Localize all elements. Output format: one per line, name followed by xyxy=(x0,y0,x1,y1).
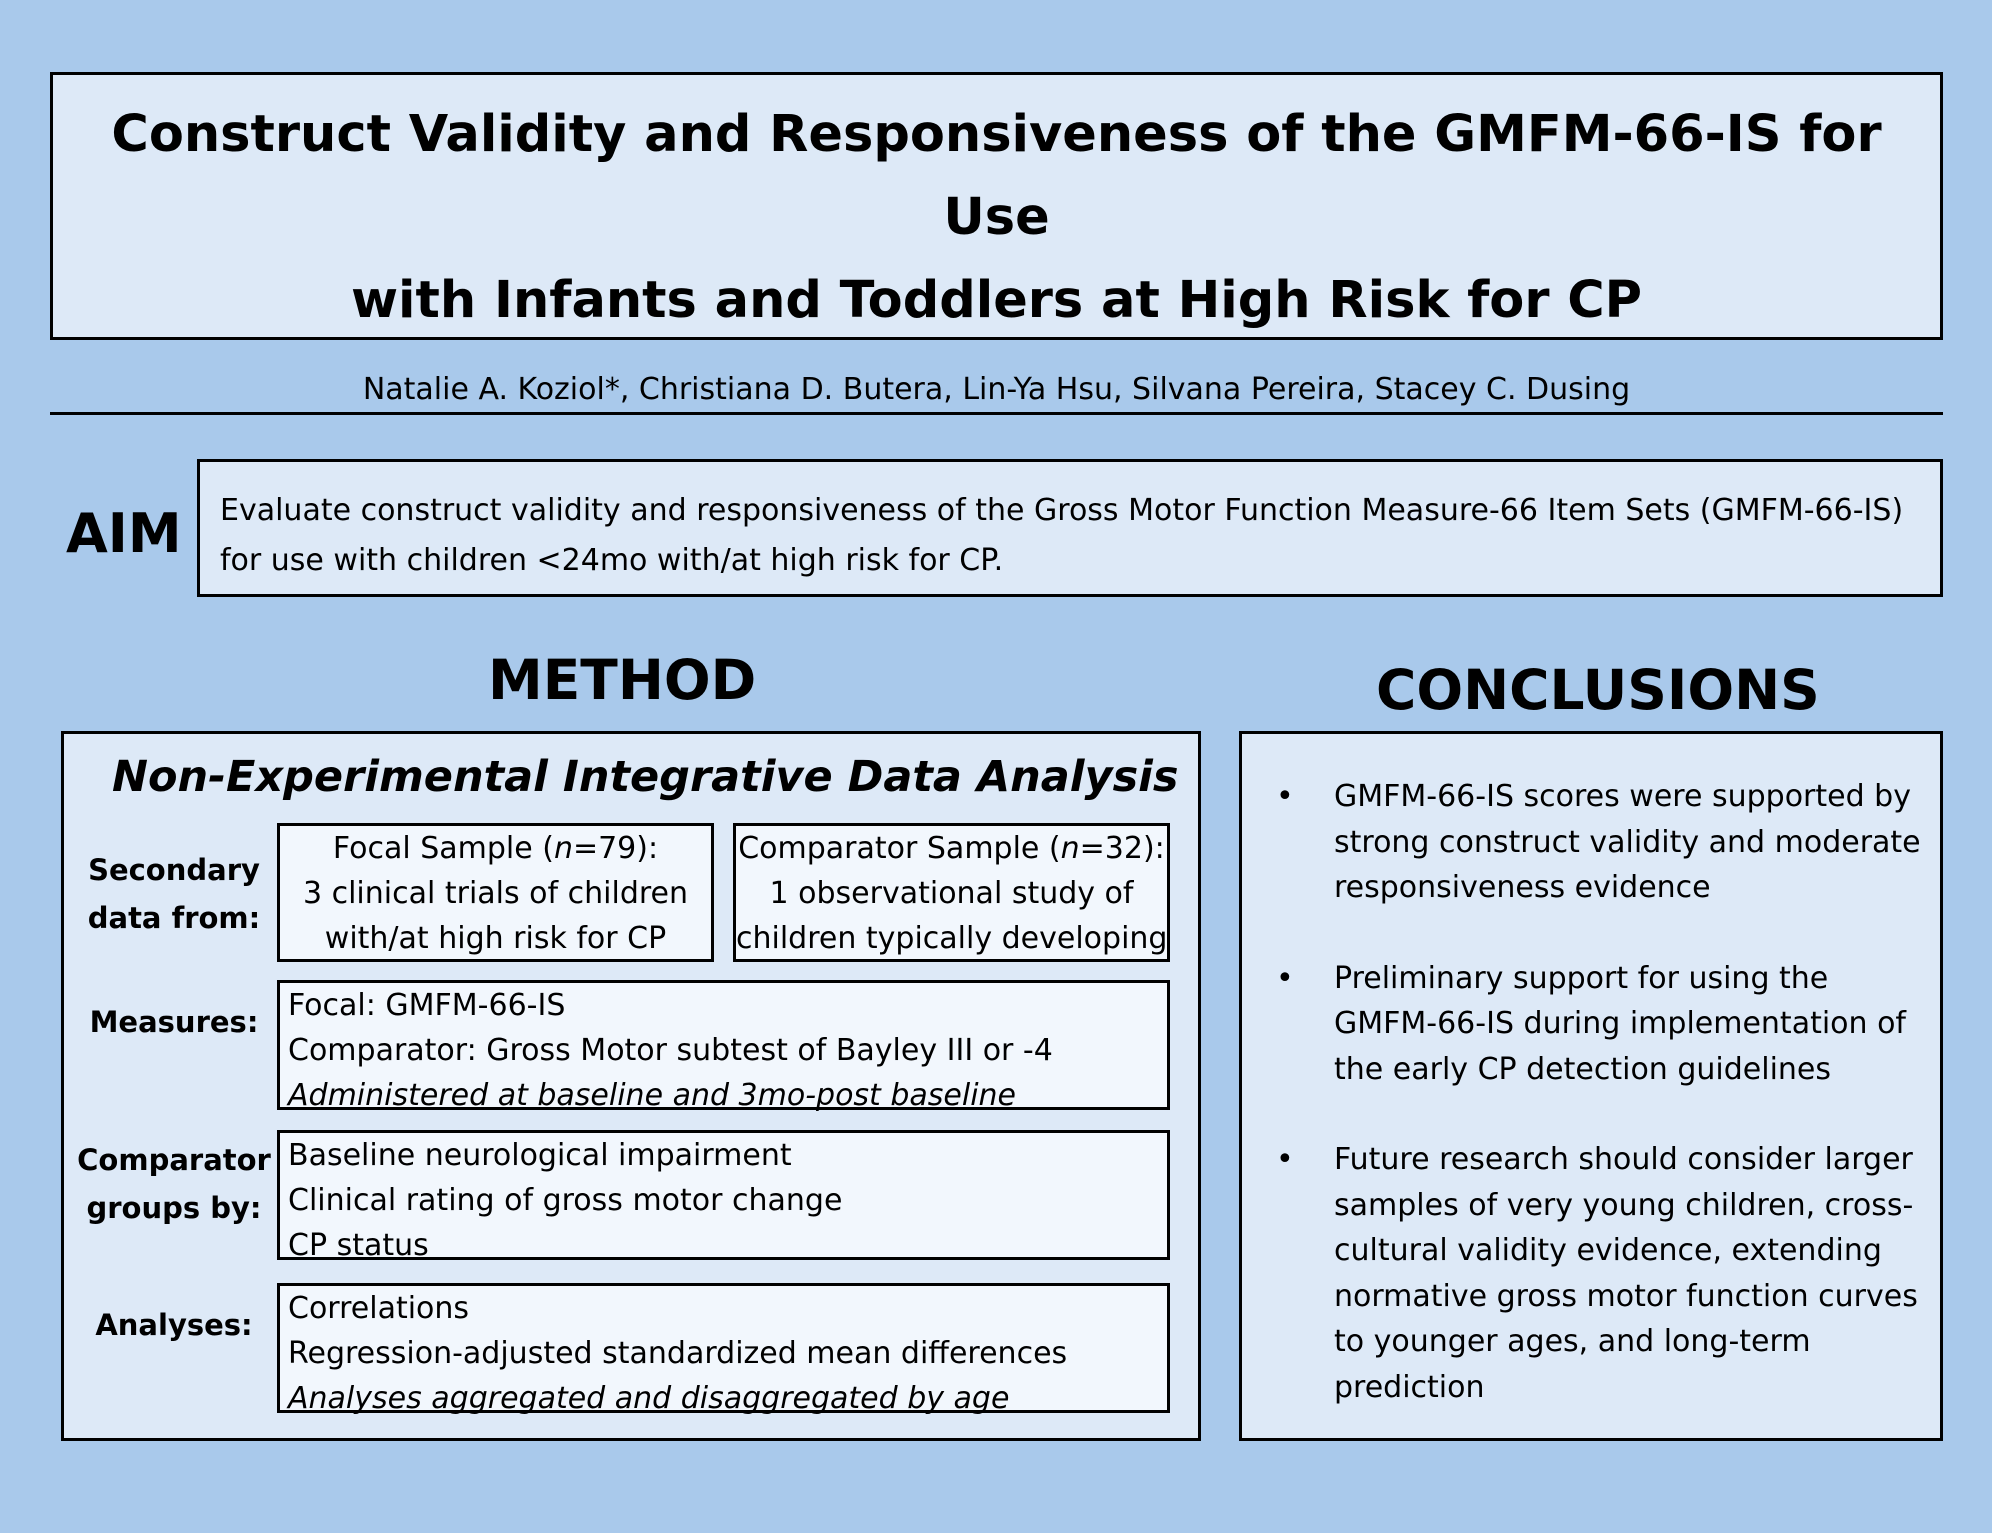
comparator-sample-box xyxy=(733,823,1170,962)
secondary-label-line-2: data from: xyxy=(87,901,261,935)
bullet-icon: • xyxy=(1276,960,1294,996)
conclusions-list xyxy=(1276,774,1926,1455)
focal-n: n xyxy=(553,831,573,866)
aim-label: AIM xyxy=(66,502,182,565)
title-line-2: with Infants and Toddlers at High Risk for CP xyxy=(350,271,1643,330)
measures-line-3: Administered at baseline and 3mo-post baseline xyxy=(288,1078,1017,1113)
conclusions-box xyxy=(1239,731,1943,1441)
aim-line-1: Evaluate construct validity and responsiveness of the Gross Motor Function Measure-66 Item Sets (GMFM-66-IS) xyxy=(220,493,1904,528)
conclusion-text-2: Preliminary support for using the GMFM-66-IS during implementation of the early CP detection guidelines xyxy=(1334,960,1906,1087)
analyses-line-1: Correlations xyxy=(288,1291,470,1326)
groups-line-2: Clinical rating of gross motor change xyxy=(288,1183,843,1218)
conclusion-item-2 xyxy=(1276,956,1926,1093)
comparator-groups-label xyxy=(74,1136,274,1232)
conclusion-item-1 xyxy=(1276,774,1926,911)
aim-line-2: for use with children <24mo with/at high risk for CP. xyxy=(220,543,1004,578)
method-heading: METHOD xyxy=(488,648,757,712)
title-line-1: Construct Validity and Responsiveness of the GMFM-66-IS for Use xyxy=(111,105,1882,247)
comparator-line-3: children typically developing xyxy=(736,921,1168,956)
method-subtitle: Non-Experimental Integrative Data Analysis xyxy=(112,752,1179,802)
analyses-box xyxy=(277,1283,1170,1416)
focal-suffix: =79): xyxy=(572,831,659,866)
groups-line-1: Baseline neurological impairment xyxy=(288,1138,792,1173)
divider xyxy=(50,412,1943,415)
measures-box xyxy=(277,980,1170,1113)
focal-sample-title xyxy=(280,826,711,871)
analyses-line-2: Regression-adjusted standardized mean differences xyxy=(288,1336,1068,1371)
analyses-line-3: Analyses aggregated and disaggregated by age xyxy=(288,1381,1010,1416)
bullet-icon: • xyxy=(1276,779,1294,814)
measures-label: Measures: xyxy=(89,1005,259,1039)
focal-line-3: with/at high risk for CP xyxy=(324,921,667,956)
authors: Natalie A. Koziol*, Christiana D. Butera, Lin-Ya Hsu, Silvana Pereira, Stacey C. Dusing xyxy=(362,372,1631,407)
poster-title xyxy=(53,93,1940,342)
conclusions-heading: CONCLUSIONS xyxy=(1376,658,1820,722)
groups-line-3: CP status xyxy=(288,1228,429,1263)
groups-label-line-1: Comparator xyxy=(77,1143,271,1177)
groups-label-line-2: groups by: xyxy=(86,1191,262,1225)
measures-line-1: Focal: GMFM-66-IS xyxy=(288,988,566,1023)
comparator-n: n xyxy=(1060,831,1080,866)
comparator-line-2: 1 observational study of xyxy=(769,876,1134,911)
focal-line-2: 3 clinical trials of children xyxy=(302,876,689,911)
analyses-label: Analyses: xyxy=(95,1308,253,1342)
conclusion-text-3: Future research should consider larger samples of very young children, cross-cultural validity evidence, extending normative gross motor function curves to younger ages, and long-term prediction xyxy=(1334,1142,1918,1405)
title-box xyxy=(50,72,1943,407)
comparator-prefix: Comparator Sample ( xyxy=(738,831,1061,866)
focal-sample-box xyxy=(277,823,714,962)
method-box xyxy=(61,731,1201,1441)
aim-box xyxy=(197,459,1943,597)
bullet-icon: • xyxy=(1276,1142,1294,1177)
conclusion-text-1: GMFM-66-IS scores were supported by strong construct validity and moderate responsiveness evidence xyxy=(1334,779,1921,905)
secondary-data-label xyxy=(74,846,274,942)
comparator-suffix: =32): xyxy=(1079,831,1165,866)
conclusion-item-3 xyxy=(1276,1137,1926,1410)
comparator-groups-box xyxy=(277,1130,1170,1263)
focal-prefix: Focal Sample ( xyxy=(332,831,554,866)
measures-line-2: Comparator: Gross Motor subtest of Bayley III or -4 xyxy=(288,1033,1053,1068)
secondary-label-line-1: Secondary xyxy=(88,853,260,887)
comparator-sample-title xyxy=(736,826,1167,871)
